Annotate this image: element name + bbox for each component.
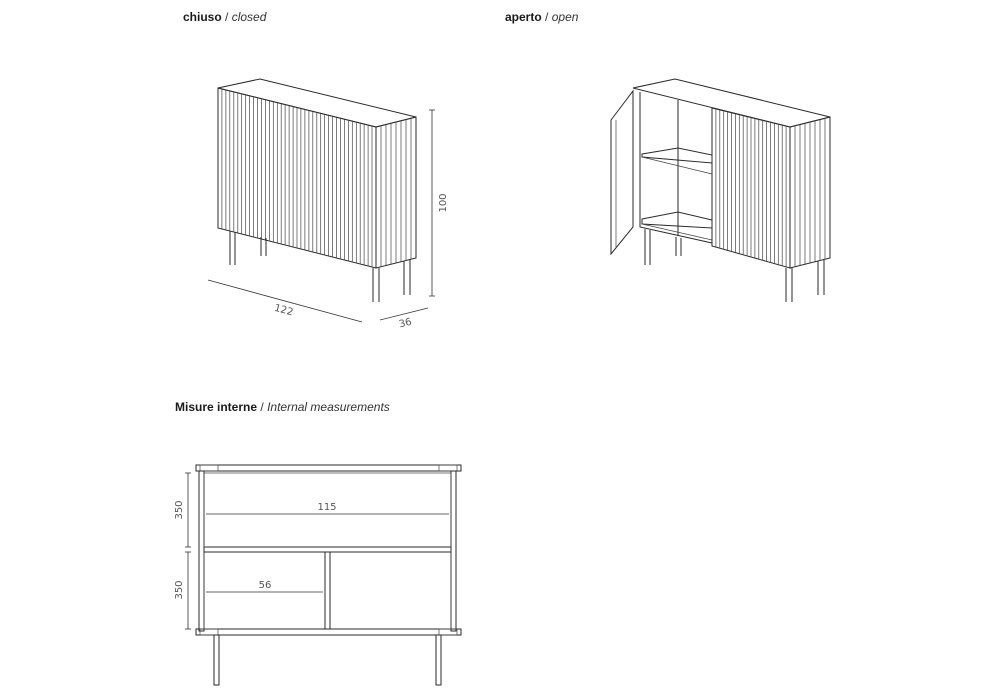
open-cabinet-drawing [611,79,830,302]
heading-internal-translation: Internal measurements [267,400,390,414]
heading-closed-label: chiuso [183,10,222,24]
open-door-panel [611,91,633,254]
height-dimension-line [429,110,435,296]
heading-separator: / [545,10,549,24]
internal-left-side [199,471,204,631]
internal-shelf-width-label: 56 [258,580,272,591]
internal-height-dimension-lines [185,473,191,629]
internal-bottom-slab [196,629,461,635]
open-cabinet-legs [645,229,824,302]
internal-width-label: 115 [317,502,337,513]
open-bottom-shelf [642,212,712,228]
internal-vertical-divider [325,552,330,629]
open-side-fluting [795,118,825,266]
internal-lower-height-label: 350 [174,580,185,600]
internal-left-leg [214,635,219,685]
internal-top-right-cap [439,465,457,471]
heading-internal-label: Misure interne [175,400,258,414]
heading-separator: / [225,10,229,24]
internal-right-leg [436,635,441,685]
height-dimension-label: 100 [438,193,449,213]
open-right-door-fluting [716,109,786,267]
open-middle-shelf [642,148,712,163]
heading-open-translation: open [551,10,579,24]
closed-cabinet-drawing [208,79,449,330]
internal-bottom-right-cap [439,629,457,635]
internal-front-view [174,465,461,685]
width-dimension-label: 122 [273,302,295,319]
heading-separator: / [260,400,264,414]
internal-middle-shelf [204,547,451,552]
heading-closed-translation: closed [231,10,267,24]
internal-upper-height-label: 350 [174,500,185,520]
closed-side-fluting [381,118,411,266]
internal-cavity [204,473,451,629]
internal-right-side [451,471,456,631]
internal-top-left-cap [200,465,218,471]
internal-bottom-left-cap [200,629,218,635]
open-compartment-left-edge [640,92,712,243]
closed-front-fluting [222,89,372,267]
heading-open-label: aperto [505,10,542,24]
internal-top-slab [196,465,461,471]
depth-dimension-label: 36 [397,316,413,331]
